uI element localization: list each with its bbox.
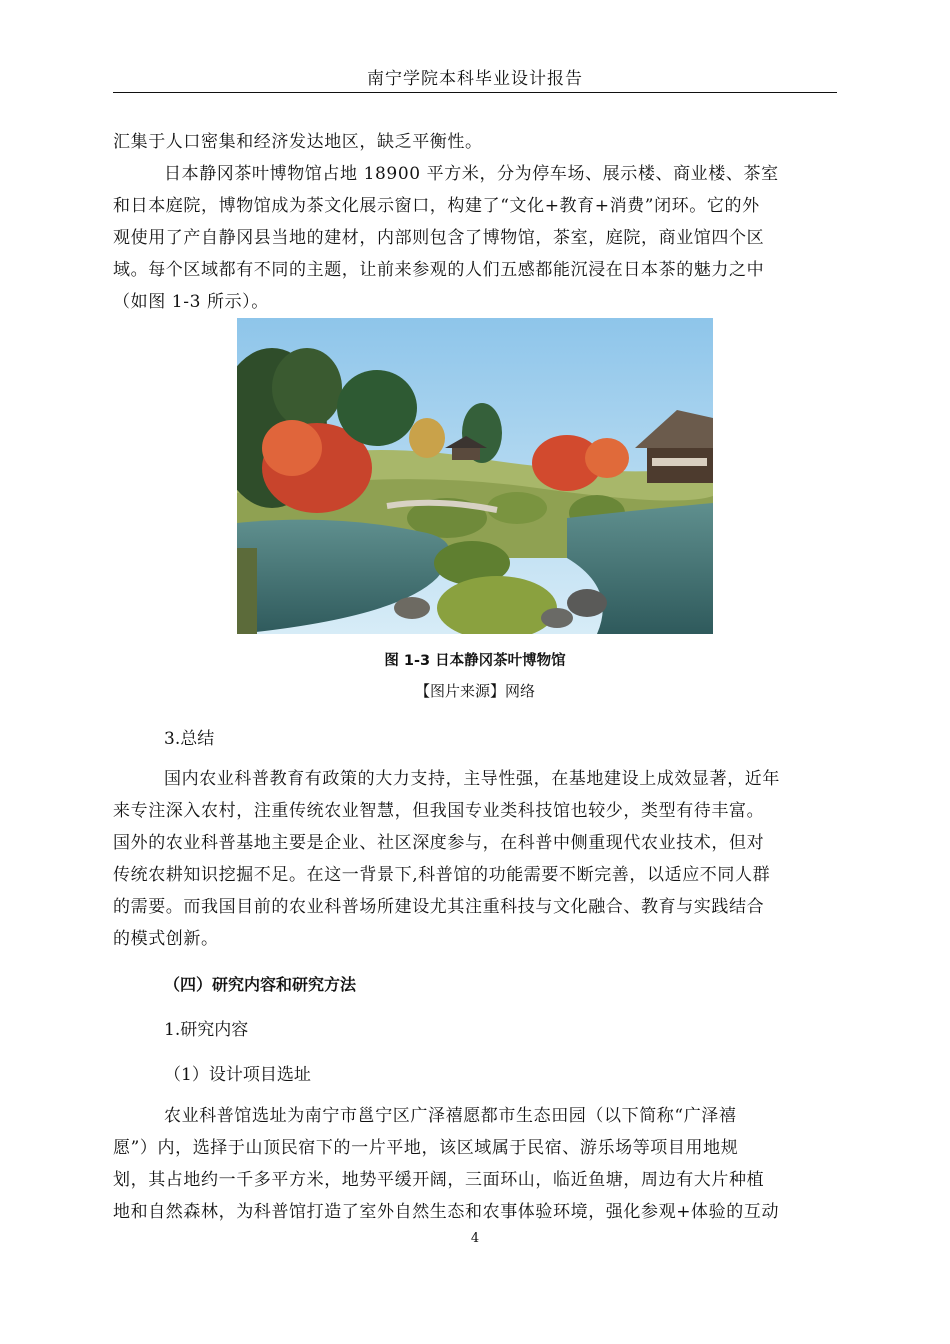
text-line: 汇集于人口密集和经济发达地区，缺乏平衡性。: [113, 132, 483, 152]
text-line: 的模式创新。: [113, 929, 219, 949]
garden-photo: [237, 318, 713, 634]
paragraph-4: [113, 1100, 837, 1228]
subsection-title: 1.研究内容: [164, 1020, 249, 1040]
text-line: 域。每个区域都有不同的主题，让前来参观的人们五感都能沉浸在日本茶的魅力之中: [113, 260, 765, 280]
paragraph-1: [113, 126, 837, 158]
text-line: 地和自然森林，为科普馆打造了室外自然生态和农事体验环境，强化参观+体验的互动: [113, 1202, 780, 1222]
page-header: 南宁学院本科毕业设计报告: [367, 69, 583, 89]
text-line: 愿”）内，选择于山顶民宿下的一片平地，该区域属于民宿、游乐场等项目用地规: [113, 1138, 739, 1158]
text-line: 国外的农业科普基地主要是企业、社区深度参与，在科普中侧重现代农业技术，但对: [113, 833, 765, 853]
header-rule: [113, 92, 837, 93]
page-number: 4: [470, 1231, 480, 1246]
figure-source: 【图片来源】网络: [414, 682, 535, 700]
text-line: 的需要。而我国目前的农业科普场所建设尤其注重科技与文化融合、教育与实践结合: [113, 897, 765, 917]
section-title-summary: 3.总结: [164, 729, 215, 749]
text-line: 和日本庭院，博物馆成为茶文化展示窗口，构建了“文化+教育+消费”闭环。它的外: [113, 196, 760, 216]
text-line: 日本静冈茶叶博物馆占地 18900 平方米，分为停车场、展示楼、商业楼、茶室: [164, 164, 779, 184]
section-heading-4: （四）研究内容和研究方法: [164, 975, 357, 994]
text-line: （如图 1-3 所示）。: [113, 292, 269, 312]
text-line: 传统农耕知识挖掘不足。在这一背景下,科普馆的功能需要不断完善，以适应不同人群: [113, 865, 771, 885]
subsubsection-title: （1）设计项目选址: [164, 1065, 311, 1085]
text-line: 划，其占地约一千多平方米，地势平缓开阔，三面环山，临近鱼塘，周边有大片种植: [113, 1170, 765, 1190]
text-line: 国内农业科普教育有政策的大力支持，主导性强，在基地建设上成效显著，近年: [164, 769, 780, 789]
figure-caption: 图 1-3 日本静冈茶叶博物馆: [384, 653, 566, 669]
paragraph-2: [113, 158, 837, 318]
text-line: 农业科普馆选址为南宁市邕宁区广泽禧愿都市生态田园（以下简称“广泽禧: [164, 1106, 737, 1126]
text-line: 来专注深入农村，注重传统农业智慧，但我国专业类科技馆也较少，类型有待丰富。: [113, 801, 765, 821]
text-line: 观使用了产自静冈县当地的建材，内部则包含了博物馆，茶室，庭院，商业馆四个区: [113, 228, 765, 248]
paragraph-3: [113, 763, 837, 955]
garden-illustration: [237, 318, 713, 634]
